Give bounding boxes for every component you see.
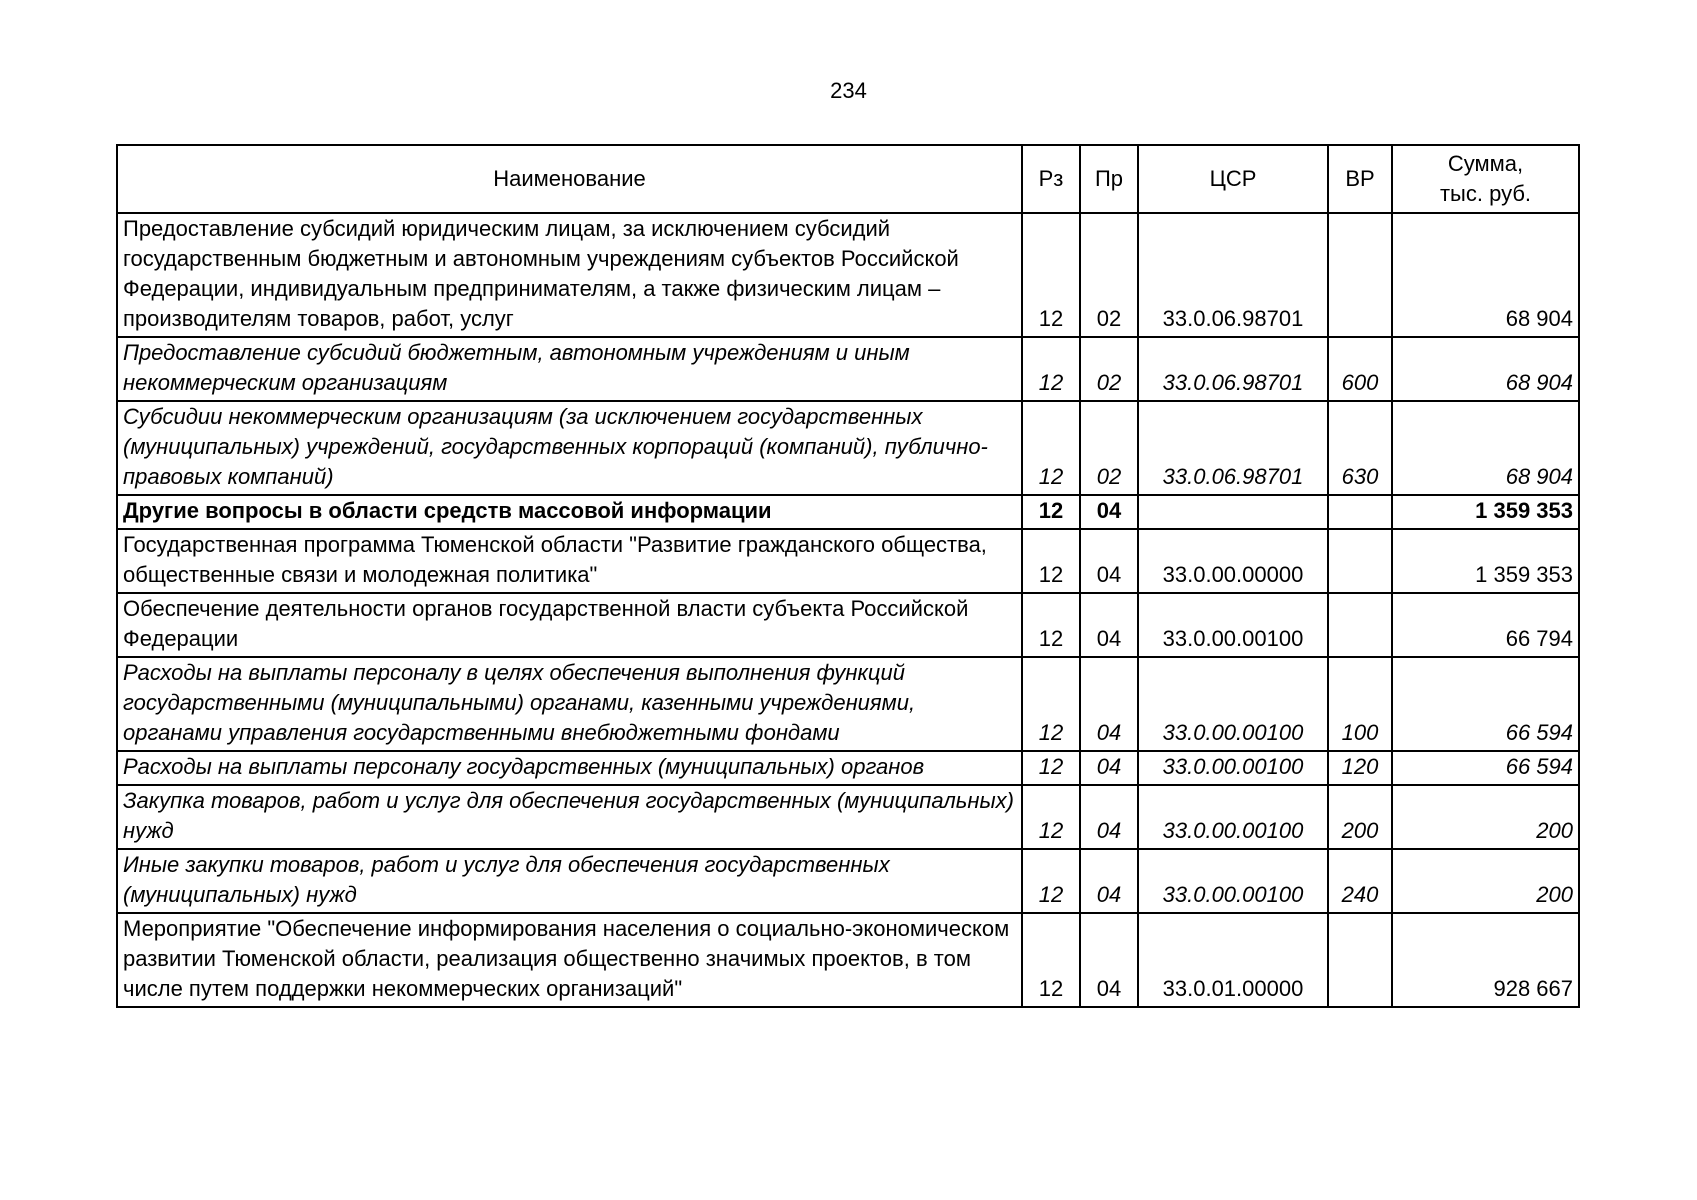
table-row — [117, 593, 1579, 657]
cell-vr: 630 — [1328, 401, 1392, 495]
cell-name: Другие вопросы в области средств массовой информации — [117, 495, 1022, 529]
cell-rz: 12 — [1022, 495, 1080, 529]
cell-csr: 33.0.00.00100 — [1138, 849, 1328, 913]
cell-sum: 66 594 — [1392, 751, 1579, 785]
cell-csr: 33.0.00.00100 — [1138, 785, 1328, 849]
cell-pr: 04 — [1080, 657, 1138, 751]
header-sum-line2: тыс. руб. — [1439, 181, 1532, 206]
cell-sum: 66 794 — [1392, 593, 1579, 657]
cell-vr — [1328, 913, 1392, 1007]
cell-rz: 12 — [1022, 785, 1080, 849]
cell-rz: 12 — [1022, 401, 1080, 495]
header-vr: ВР — [1328, 145, 1392, 213]
cell-name: Государственная программа Тюменской области "Развитие гражданского общества, общественные связи и молодежная политика" — [117, 529, 1022, 593]
cell-pr: 02 — [1080, 401, 1138, 495]
table-row — [117, 913, 1579, 1007]
table-row — [117, 213, 1579, 337]
cell-pr: 02 — [1080, 337, 1138, 401]
header-sum-line1: Сумма, — [1447, 151, 1524, 176]
table-row — [117, 751, 1579, 785]
cell-sum: 68 904 — [1392, 213, 1579, 337]
cell-csr: 33.0.00.00100 — [1138, 657, 1328, 751]
cell-csr — [1138, 495, 1328, 529]
cell-csr: 33.0.06.98701 — [1138, 401, 1328, 495]
cell-sum: 68 904 — [1392, 337, 1579, 401]
cell-rz: 12 — [1022, 337, 1080, 401]
cell-pr: 04 — [1080, 593, 1138, 657]
cell-csr: 33.0.06.98701 — [1138, 337, 1328, 401]
cell-name: Субсидии некоммерческим организациям (за исключением государственных (муниципальных) учреждений, государственных корпораций (компаний), публично-правовых компаний) — [117, 401, 1022, 495]
header-pr: Пр — [1080, 145, 1138, 213]
table-row — [117, 401, 1579, 495]
cell-pr: 04 — [1080, 529, 1138, 593]
cell-vr: 100 — [1328, 657, 1392, 751]
table-row — [117, 657, 1579, 751]
cell-rz: 12 — [1022, 751, 1080, 785]
table-row — [117, 849, 1579, 913]
cell-csr: 33.0.00.00100 — [1138, 593, 1328, 657]
cell-name: Расходы на выплаты персоналу государственных (муниципальных) органов — [117, 751, 1022, 785]
cell-csr: 33.0.06.98701 — [1138, 213, 1328, 337]
cell-vr — [1328, 593, 1392, 657]
cell-rz: 12 — [1022, 593, 1080, 657]
cell-sum: 1 359 353 — [1392, 495, 1579, 529]
cell-rz: 12 — [1022, 849, 1080, 913]
cell-rz: 12 — [1022, 213, 1080, 337]
cell-vr — [1328, 529, 1392, 593]
cell-sum: 200 — [1392, 785, 1579, 849]
cell-vr: 600 — [1328, 337, 1392, 401]
cell-pr: 04 — [1080, 495, 1138, 529]
cell-pr: 04 — [1080, 913, 1138, 1007]
header-csr: ЦСР — [1138, 145, 1328, 213]
cell-rz: 12 — [1022, 529, 1080, 593]
cell-sum: 1 359 353 — [1392, 529, 1579, 593]
cell-sum: 66 594 — [1392, 657, 1579, 751]
cell-vr: 200 — [1328, 785, 1392, 849]
cell-name: Предоставление субсидий юридическим лицам, за исключением субсидий государственным бюджетным и автономным учреждениям субъектов Российской Федерации, индивидуальным предпринимателям, а также физическим лицам – производителям товаров, работ, услуг — [117, 213, 1022, 337]
cell-sum: 200 — [1392, 849, 1579, 913]
cell-csr: 33.0.01.00000 — [1138, 913, 1328, 1007]
header-name: Наименование — [117, 145, 1022, 213]
table-body — [117, 213, 1579, 1007]
cell-name: Закупка товаров, работ и услуг для обеспечения государственных (муниципальных) нужд — [117, 785, 1022, 849]
cell-name: Расходы на выплаты персоналу в целях обеспечения выполнения функций государственными (муниципальными) органами, казенными учреждениями, органами управления государственными внебюджетными фондами — [117, 657, 1022, 751]
cell-pr: 04 — [1080, 751, 1138, 785]
page-number: 234 — [830, 78, 867, 103]
cell-name: Иные закупки товаров, работ и услуг для обеспечения государственных (муниципальных) нужд — [117, 849, 1022, 913]
table-row — [117, 529, 1579, 593]
cell-vr — [1328, 495, 1392, 529]
cell-pr: 02 — [1080, 213, 1138, 337]
cell-pr: 04 — [1080, 785, 1138, 849]
table-header-row — [117, 145, 1579, 213]
cell-rz: 12 — [1022, 913, 1080, 1007]
cell-sum: 68 904 — [1392, 401, 1579, 495]
cell-pr: 04 — [1080, 849, 1138, 913]
cell-name: Мероприятие "Обеспечение информирования населения о социально-экономическом развитии Тюменской области, реализация общественно значимых проектов, в том числе путем поддержки некоммерческих организаций" — [117, 913, 1022, 1007]
cell-sum: 928 667 — [1392, 913, 1579, 1007]
cell-name: Обеспечение деятельности органов государственной власти субъекта Российской Федерации — [117, 593, 1022, 657]
table-row — [117, 495, 1579, 529]
cell-name: Предоставление субсидий бюджетным, автономным учреждениям и иным некоммерческим организациям — [117, 337, 1022, 401]
cell-vr: 240 — [1328, 849, 1392, 913]
header-rz: Рз — [1022, 145, 1080, 213]
cell-vr — [1328, 213, 1392, 337]
header-sum — [1392, 145, 1579, 213]
cell-rz: 12 — [1022, 657, 1080, 751]
cell-csr: 33.0.00.00100 — [1138, 751, 1328, 785]
budget-table — [116, 144, 1580, 1008]
table-row — [117, 785, 1579, 849]
cell-csr: 33.0.00.00000 — [1138, 529, 1328, 593]
cell-vr: 120 — [1328, 751, 1392, 785]
table-row — [117, 337, 1579, 401]
